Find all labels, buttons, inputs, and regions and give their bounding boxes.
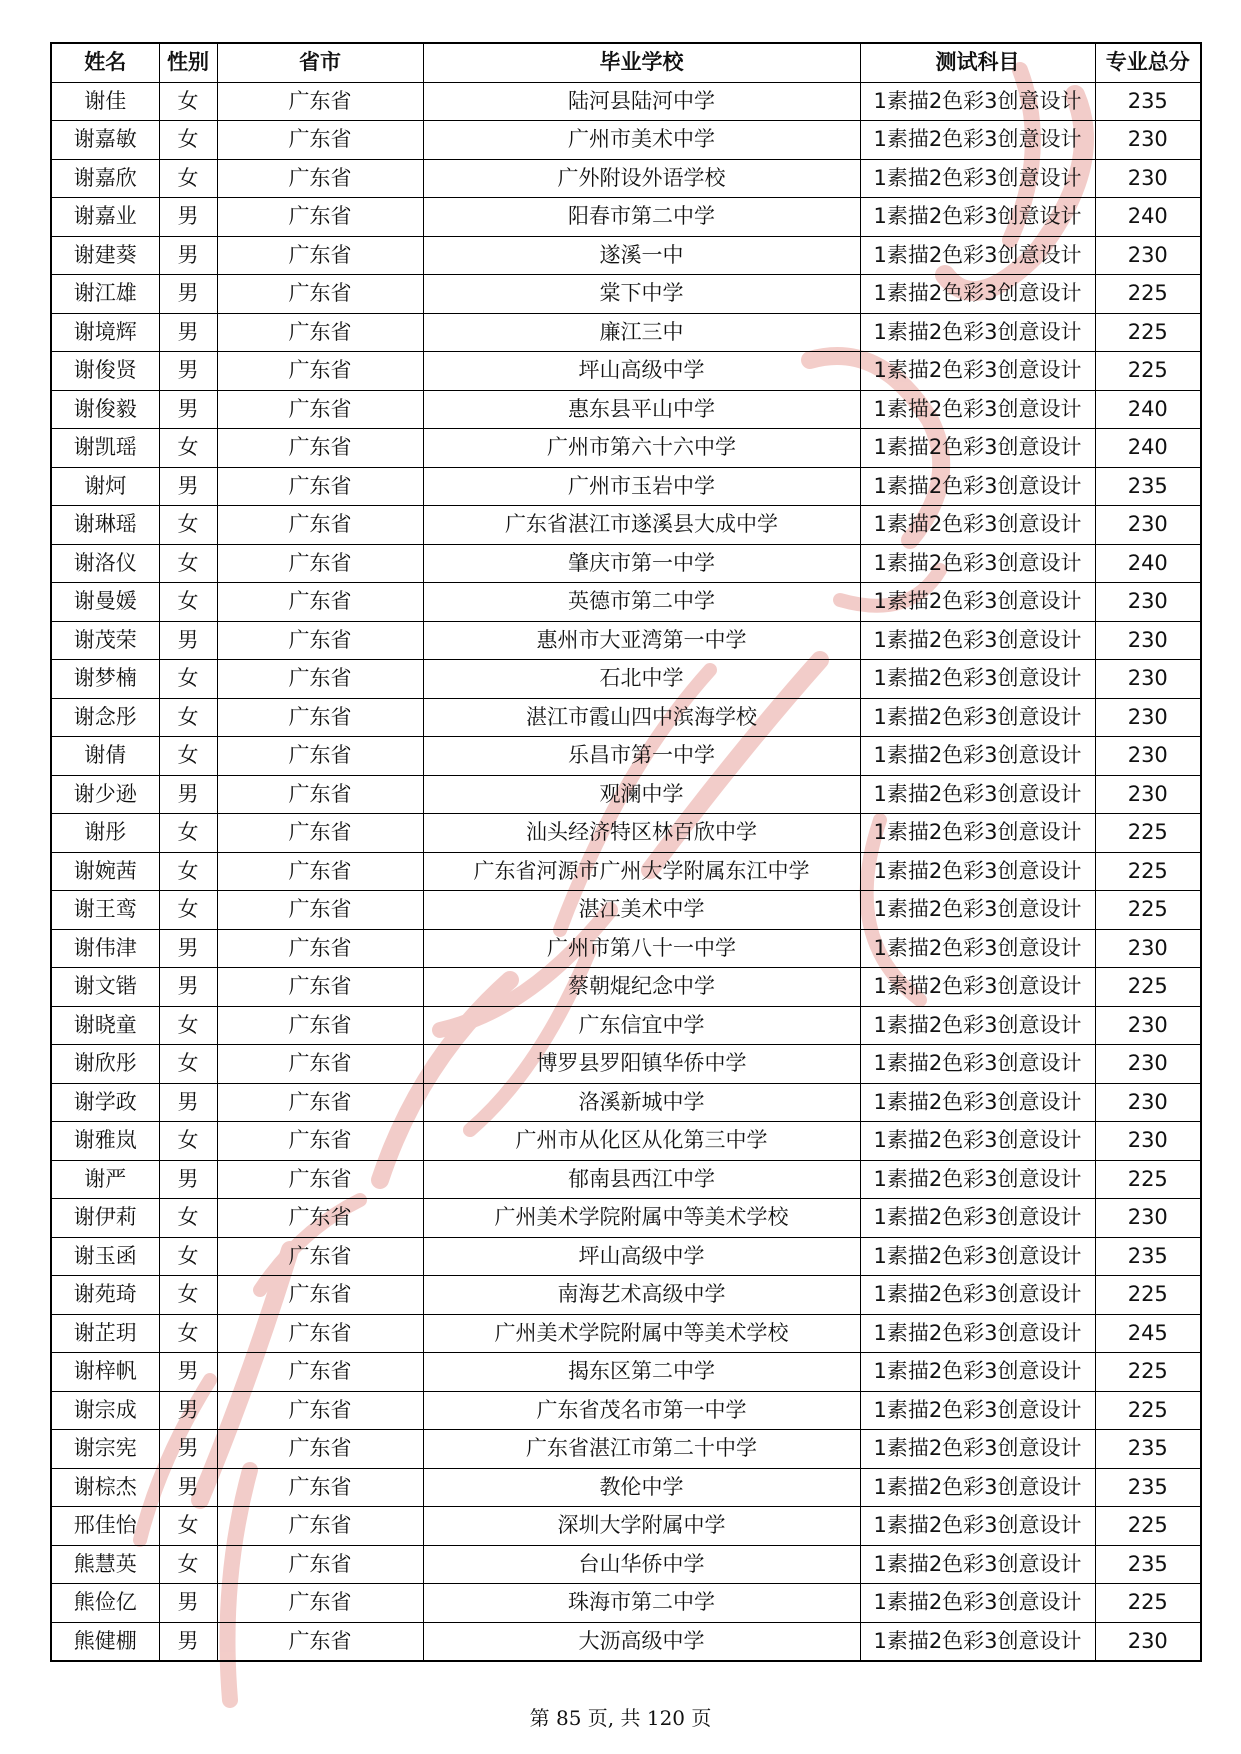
table-row: [51, 1353, 1201, 1392]
cell-school: 广州市美术中学: [423, 121, 860, 160]
cell-subjects: 1素描2色彩3创意设计: [860, 82, 1095, 121]
cell-gender: 女: [159, 1006, 217, 1045]
cell-subjects: 1素描2色彩3创意设计: [860, 968, 1095, 1007]
cell-gender: 女: [159, 814, 217, 853]
cell-total-score: 240: [1095, 198, 1201, 237]
cell-province: 广东省: [217, 1045, 423, 1084]
cell-subjects: 1素描2色彩3创意设计: [860, 1314, 1095, 1353]
cell-name: 谢琳瑶: [51, 506, 159, 545]
header-total-score: 专业总分: [1095, 43, 1201, 82]
results-table: [50, 42, 1202, 1662]
table-row: [51, 467, 1201, 506]
cell-total-score: 230: [1095, 159, 1201, 198]
cell-subjects: 1素描2色彩3创意设计: [860, 1083, 1095, 1122]
cell-name: 谢棕杰: [51, 1468, 159, 1507]
cell-total-score: 225: [1095, 1391, 1201, 1430]
cell-school: 陆河县陆河中学: [423, 82, 860, 121]
cell-province: 广东省: [217, 1199, 423, 1238]
cell-province: 广东省: [217, 1622, 423, 1661]
cell-total-score: 225: [1095, 1353, 1201, 1392]
cell-total-score: 230: [1095, 775, 1201, 814]
cell-total-score: 230: [1095, 506, 1201, 545]
cell-total-score: 235: [1095, 1468, 1201, 1507]
cell-subjects: 1素描2色彩3创意设计: [860, 198, 1095, 237]
cell-gender: 女: [159, 698, 217, 737]
cell-province: 广东省: [217, 1584, 423, 1623]
cell-subjects: 1素描2色彩3创意设计: [860, 352, 1095, 391]
cell-gender: 男: [159, 929, 217, 968]
cell-name: 熊慧英: [51, 1545, 159, 1584]
cell-school: 揭东区第二中学: [423, 1353, 860, 1392]
cell-school: 坪山高级中学: [423, 1237, 860, 1276]
table-row: [51, 82, 1201, 121]
cell-subjects: 1素描2色彩3创意设计: [860, 313, 1095, 352]
cell-school: 博罗县罗阳镇华侨中学: [423, 1045, 860, 1084]
cell-subjects: 1素描2色彩3创意设计: [860, 1006, 1095, 1045]
cell-subjects: 1素描2色彩3创意设计: [860, 544, 1095, 583]
cell-name: 谢严: [51, 1160, 159, 1199]
cell-province: 广东省: [217, 968, 423, 1007]
cell-gender: 女: [159, 82, 217, 121]
cell-province: 广东省: [217, 698, 423, 737]
header-gender: 性别: [159, 43, 217, 82]
cell-gender: 男: [159, 1584, 217, 1623]
cell-name: 谢嘉敏: [51, 121, 159, 160]
cell-school: 广州美术学院附属中等美术学校: [423, 1199, 860, 1238]
cell-name: 谢梦楠: [51, 660, 159, 699]
cell-school: 郁南县西江中学: [423, 1160, 860, 1199]
cell-total-score: 225: [1095, 1584, 1201, 1623]
table-row: [51, 506, 1201, 545]
cell-subjects: 1素描2色彩3创意设计: [860, 737, 1095, 776]
cell-subjects: 1素描2色彩3创意设计: [860, 236, 1095, 275]
cell-name: 谢雅岚: [51, 1122, 159, 1161]
cell-subjects: 1素描2色彩3创意设计: [860, 1276, 1095, 1315]
cell-subjects: 1素描2色彩3创意设计: [860, 429, 1095, 468]
table-row: [51, 1314, 1201, 1353]
cell-total-score: 230: [1095, 1199, 1201, 1238]
cell-school: 惠州市大亚湾第一中学: [423, 621, 860, 660]
cell-total-score: 230: [1095, 583, 1201, 622]
cell-school: 肇庆市第一中学: [423, 544, 860, 583]
cell-name: 谢境辉: [51, 313, 159, 352]
cell-name: 谢佳: [51, 82, 159, 121]
cell-subjects: 1素描2色彩3创意设计: [860, 1045, 1095, 1084]
cell-province: 广东省: [217, 121, 423, 160]
cell-total-score: 230: [1095, 1045, 1201, 1084]
cell-total-score: 240: [1095, 429, 1201, 468]
cell-province: 广东省: [217, 1276, 423, 1315]
table-row: [51, 698, 1201, 737]
cell-total-score: 230: [1095, 621, 1201, 660]
cell-school: 乐昌市第一中学: [423, 737, 860, 776]
cell-subjects: 1素描2色彩3创意设计: [860, 583, 1095, 622]
cell-name: 谢文锴: [51, 968, 159, 1007]
cell-school: 阳春市第二中学: [423, 198, 860, 237]
cell-gender: 女: [159, 1276, 217, 1315]
cell-province: 广东省: [217, 891, 423, 930]
cell-subjects: 1素描2色彩3创意设计: [860, 1353, 1095, 1392]
table-row: [51, 1468, 1201, 1507]
cell-province: 广东省: [217, 352, 423, 391]
cell-name: 谢嘉欣: [51, 159, 159, 198]
cell-total-score: 230: [1095, 1083, 1201, 1122]
table-row: [51, 1160, 1201, 1199]
cell-province: 广东省: [217, 1545, 423, 1584]
cell-name: 谢婉茜: [51, 852, 159, 891]
table-row: [51, 1237, 1201, 1276]
cell-gender: 女: [159, 852, 217, 891]
cell-name: 谢欣彤: [51, 1045, 159, 1084]
cell-name: 谢苑琦: [51, 1276, 159, 1315]
table-row: [51, 852, 1201, 891]
cell-name: 谢宗成: [51, 1391, 159, 1430]
cell-subjects: 1素描2色彩3创意设计: [860, 1160, 1095, 1199]
cell-name: 谢晓童: [51, 1006, 159, 1045]
cell-subjects: 1素描2色彩3创意设计: [860, 1468, 1095, 1507]
cell-name: 谢少逊: [51, 775, 159, 814]
cell-subjects: 1素描2色彩3创意设计: [860, 275, 1095, 314]
cell-total-score: 230: [1095, 121, 1201, 160]
cell-gender: 男: [159, 275, 217, 314]
cell-province: 广东省: [217, 82, 423, 121]
table-row: [51, 236, 1201, 275]
cell-name: 谢建葵: [51, 236, 159, 275]
cell-school: 广东省湛江市遂溪县大成中学: [423, 506, 860, 545]
cell-gender: 女: [159, 1545, 217, 1584]
cell-subjects: 1素描2色彩3创意设计: [860, 1507, 1095, 1546]
cell-name: 谢芷玥: [51, 1314, 159, 1353]
cell-total-score: 225: [1095, 891, 1201, 930]
cell-subjects: 1素描2色彩3创意设计: [860, 1122, 1095, 1161]
header-subjects: 测试科目: [860, 43, 1095, 82]
cell-school: 棠下中学: [423, 275, 860, 314]
cell-gender: 女: [159, 1314, 217, 1353]
cell-province: 广东省: [217, 198, 423, 237]
table-row: [51, 1545, 1201, 1584]
cell-name: 谢茂荣: [51, 621, 159, 660]
cell-total-score: 225: [1095, 852, 1201, 891]
table-row: [51, 929, 1201, 968]
table-row: [51, 1122, 1201, 1161]
table-row: [51, 891, 1201, 930]
cell-total-score: 225: [1095, 275, 1201, 314]
table-row: [51, 121, 1201, 160]
cell-province: 广东省: [217, 775, 423, 814]
cell-school: 台山华侨中学: [423, 1545, 860, 1584]
cell-total-score: 230: [1095, 660, 1201, 699]
cell-gender: 男: [159, 1622, 217, 1661]
cell-subjects: 1素描2色彩3创意设计: [860, 929, 1095, 968]
cell-province: 广东省: [217, 1122, 423, 1161]
cell-province: 广东省: [217, 429, 423, 468]
table-row: [51, 968, 1201, 1007]
cell-school: 湛江美术中学: [423, 891, 860, 930]
cell-subjects: 1素描2色彩3创意设计: [860, 698, 1095, 737]
cell-gender: 男: [159, 198, 217, 237]
cell-province: 广东省: [217, 1160, 423, 1199]
cell-school: 广州美术学院附属中等美术学校: [423, 1314, 860, 1353]
cell-school: 珠海市第二中学: [423, 1584, 860, 1623]
table-row: [51, 621, 1201, 660]
table-row: [51, 1276, 1201, 1315]
cell-gender: 男: [159, 236, 217, 275]
cell-province: 广东省: [217, 1006, 423, 1045]
table-row: [51, 1006, 1201, 1045]
cell-province: 广东省: [217, 737, 423, 776]
table-row: [51, 775, 1201, 814]
cell-school: 广东省河源市广州大学附属东江中学: [423, 852, 860, 891]
cell-school: 广州市第八十一中学: [423, 929, 860, 968]
cell-total-score: 230: [1095, 929, 1201, 968]
cell-school: 广东省湛江市第二十中学: [423, 1430, 860, 1469]
cell-gender: 男: [159, 1430, 217, 1469]
cell-name: 谢王鸾: [51, 891, 159, 930]
cell-total-score: 225: [1095, 814, 1201, 853]
cell-name: 谢曼媛: [51, 583, 159, 622]
cell-subjects: 1素描2色彩3创意设计: [860, 467, 1095, 506]
table-row: [51, 1622, 1201, 1661]
cell-name: 谢念彤: [51, 698, 159, 737]
cell-gender: 男: [159, 1083, 217, 1122]
cell-name: 谢伟津: [51, 929, 159, 968]
cell-subjects: 1素描2色彩3创意设计: [860, 660, 1095, 699]
cell-total-score: 235: [1095, 1430, 1201, 1469]
cell-gender: 男: [159, 1391, 217, 1430]
cell-school: 广州市玉岩中学: [423, 467, 860, 506]
cell-total-score: 225: [1095, 1276, 1201, 1315]
cell-subjects: 1素描2色彩3创意设计: [860, 1622, 1095, 1661]
cell-gender: 男: [159, 352, 217, 391]
cell-name: 谢嘉业: [51, 198, 159, 237]
cell-school: 广外附设外语学校: [423, 159, 860, 198]
cell-gender: 女: [159, 1045, 217, 1084]
cell-subjects: 1素描2色彩3创意设计: [860, 1430, 1095, 1469]
cell-province: 广东省: [217, 313, 423, 352]
cell-school: 广州市第六十六中学: [423, 429, 860, 468]
header-province: 省市: [217, 43, 423, 82]
cell-name: 邢佳怡: [51, 1507, 159, 1546]
cell-province: 广东省: [217, 1430, 423, 1469]
cell-total-score: 235: [1095, 82, 1201, 121]
cell-province: 广东省: [217, 621, 423, 660]
cell-gender: 女: [159, 506, 217, 545]
cell-subjects: 1素描2色彩3创意设计: [860, 1584, 1095, 1623]
cell-total-score: 225: [1095, 968, 1201, 1007]
table-row: [51, 1083, 1201, 1122]
cell-total-score: 240: [1095, 544, 1201, 583]
cell-gender: 女: [159, 159, 217, 198]
cell-gender: 男: [159, 390, 217, 429]
cell-province: 广东省: [217, 814, 423, 853]
cell-total-score: 230: [1095, 1122, 1201, 1161]
cell-gender: 男: [159, 968, 217, 1007]
table-body: [51, 82, 1201, 1661]
cell-subjects: 1素描2色彩3创意设计: [860, 1237, 1095, 1276]
cell-name: 谢学政: [51, 1083, 159, 1122]
header-name: 姓名: [51, 43, 159, 82]
cell-gender: 男: [159, 775, 217, 814]
cell-province: 广东省: [217, 1391, 423, 1430]
cell-province: 广东省: [217, 1353, 423, 1392]
table-row: [51, 583, 1201, 622]
cell-total-score: 240: [1095, 390, 1201, 429]
table-row: [51, 660, 1201, 699]
cell-gender: 男: [159, 313, 217, 352]
cell-subjects: 1素描2色彩3创意设计: [860, 506, 1095, 545]
cell-gender: 女: [159, 737, 217, 776]
cell-name: 谢梓帆: [51, 1353, 159, 1392]
cell-province: 广东省: [217, 1507, 423, 1546]
cell-school: 广州市从化区从化第三中学: [423, 1122, 860, 1161]
cell-gender: 女: [159, 660, 217, 699]
cell-province: 广东省: [217, 1468, 423, 1507]
cell-subjects: 1素描2色彩3创意设计: [860, 1545, 1095, 1584]
cell-total-score: 235: [1095, 467, 1201, 506]
cell-province: 广东省: [217, 583, 423, 622]
cell-province: 广东省: [217, 390, 423, 429]
cell-total-score: 225: [1095, 313, 1201, 352]
cell-school: 遂溪一中: [423, 236, 860, 275]
table-row: [51, 544, 1201, 583]
cell-school: 廉江三中: [423, 313, 860, 352]
cell-school: 广东信宜中学: [423, 1006, 860, 1045]
cell-province: 广东省: [217, 506, 423, 545]
table-row: [51, 352, 1201, 391]
cell-gender: 女: [159, 1122, 217, 1161]
table-row: [51, 159, 1201, 198]
cell-province: 广东省: [217, 1083, 423, 1122]
cell-total-score: 230: [1095, 236, 1201, 275]
table-row: [51, 429, 1201, 468]
cell-school: 大沥高级中学: [423, 1622, 860, 1661]
cell-gender: 女: [159, 583, 217, 622]
cell-name: 谢宗宪: [51, 1430, 159, 1469]
cell-name: 谢炣: [51, 467, 159, 506]
cell-province: 广东省: [217, 1237, 423, 1276]
cell-gender: 女: [159, 1507, 217, 1546]
cell-school: 蔡朝焜纪念中学: [423, 968, 860, 1007]
table-row: [51, 1584, 1201, 1623]
table-row: [51, 814, 1201, 853]
cell-name: 谢俊毅: [51, 390, 159, 429]
cell-subjects: 1素描2色彩3创意设计: [860, 1391, 1095, 1430]
table-row: [51, 1430, 1201, 1469]
table-row: [51, 1391, 1201, 1430]
cell-gender: 女: [159, 1199, 217, 1238]
table-row: [51, 275, 1201, 314]
cell-province: 广东省: [217, 275, 423, 314]
roster-sheet: [50, 42, 1202, 1662]
cell-total-score: 245: [1095, 1314, 1201, 1353]
cell-gender: 女: [159, 544, 217, 583]
cell-subjects: 1素描2色彩3创意设计: [860, 621, 1095, 660]
cell-gender: 女: [159, 121, 217, 160]
cell-gender: 男: [159, 1160, 217, 1199]
table-row: [51, 737, 1201, 776]
cell-subjects: 1素描2色彩3创意设计: [860, 159, 1095, 198]
cell-subjects: 1素描2色彩3创意设计: [860, 852, 1095, 891]
table-row: [51, 1199, 1201, 1238]
cell-name: 谢倩: [51, 737, 159, 776]
cell-school: 惠东县平山中学: [423, 390, 860, 429]
cell-school: 观澜中学: [423, 775, 860, 814]
cell-total-score: 230: [1095, 1006, 1201, 1045]
cell-province: 广东省: [217, 660, 423, 699]
cell-gender: 男: [159, 467, 217, 506]
cell-subjects: 1素描2色彩3创意设计: [860, 891, 1095, 930]
cell-province: 广东省: [217, 467, 423, 506]
cell-gender: 男: [159, 1468, 217, 1507]
cell-province: 广东省: [217, 1314, 423, 1353]
cell-school: 深圳大学附属中学: [423, 1507, 860, 1546]
cell-province: 广东省: [217, 236, 423, 275]
cell-subjects: 1素描2色彩3创意设计: [860, 121, 1095, 160]
cell-name: 谢洛仪: [51, 544, 159, 583]
cell-total-score: 225: [1095, 1160, 1201, 1199]
cell-subjects: 1素描2色彩3创意设计: [860, 1199, 1095, 1238]
cell-school: 英德市第二中学: [423, 583, 860, 622]
cell-school: 教伦中学: [423, 1468, 860, 1507]
cell-province: 广东省: [217, 929, 423, 968]
cell-province: 广东省: [217, 544, 423, 583]
cell-school: 石北中学: [423, 660, 860, 699]
cell-school: 汕头经济特区林百欣中学: [423, 814, 860, 853]
cell-name: 谢伊莉: [51, 1199, 159, 1238]
cell-gender: 女: [159, 1237, 217, 1276]
cell-total-score: 235: [1095, 1545, 1201, 1584]
cell-school: 广东省茂名市第一中学: [423, 1391, 860, 1430]
cell-name: 谢江雄: [51, 275, 159, 314]
cell-school: 坪山高级中学: [423, 352, 860, 391]
cell-province: 广东省: [217, 159, 423, 198]
table-row: [51, 313, 1201, 352]
cell-total-score: 230: [1095, 737, 1201, 776]
cell-name: 熊俭亿: [51, 1584, 159, 1623]
cell-subjects: 1素描2色彩3创意设计: [860, 814, 1095, 853]
cell-name: 熊健棚: [51, 1622, 159, 1661]
cell-name: 谢俊贤: [51, 352, 159, 391]
cell-gender: 女: [159, 429, 217, 468]
table-row: [51, 1045, 1201, 1084]
cell-subjects: 1素描2色彩3创意设计: [860, 775, 1095, 814]
table-header-row: [51, 43, 1201, 82]
cell-name: 谢玉函: [51, 1237, 159, 1276]
cell-province: 广东省: [217, 852, 423, 891]
cell-total-score: 225: [1095, 1507, 1201, 1546]
table-row: [51, 390, 1201, 429]
cell-gender: 女: [159, 891, 217, 930]
table-row: [51, 1507, 1201, 1546]
cell-gender: 男: [159, 1353, 217, 1392]
cell-total-score: 230: [1095, 698, 1201, 737]
cell-gender: 男: [159, 621, 217, 660]
table-row: [51, 198, 1201, 237]
cell-school: 洛溪新城中学: [423, 1083, 860, 1122]
cell-school: 南海艺术高级中学: [423, 1276, 860, 1315]
cell-total-score: 230: [1095, 1622, 1201, 1661]
cell-name: 谢凯瑶: [51, 429, 159, 468]
cell-school: 湛江市霞山四中滨海学校: [423, 698, 860, 737]
cell-subjects: 1素描2色彩3创意设计: [860, 390, 1095, 429]
cell-name: 谢彤: [51, 814, 159, 853]
cell-total-score: 235: [1095, 1237, 1201, 1276]
cell-total-score: 225: [1095, 352, 1201, 391]
header-school: 毕业学校: [423, 43, 860, 82]
page-footer: 第 85 页, 共 120 页: [529, 1706, 712, 1730]
